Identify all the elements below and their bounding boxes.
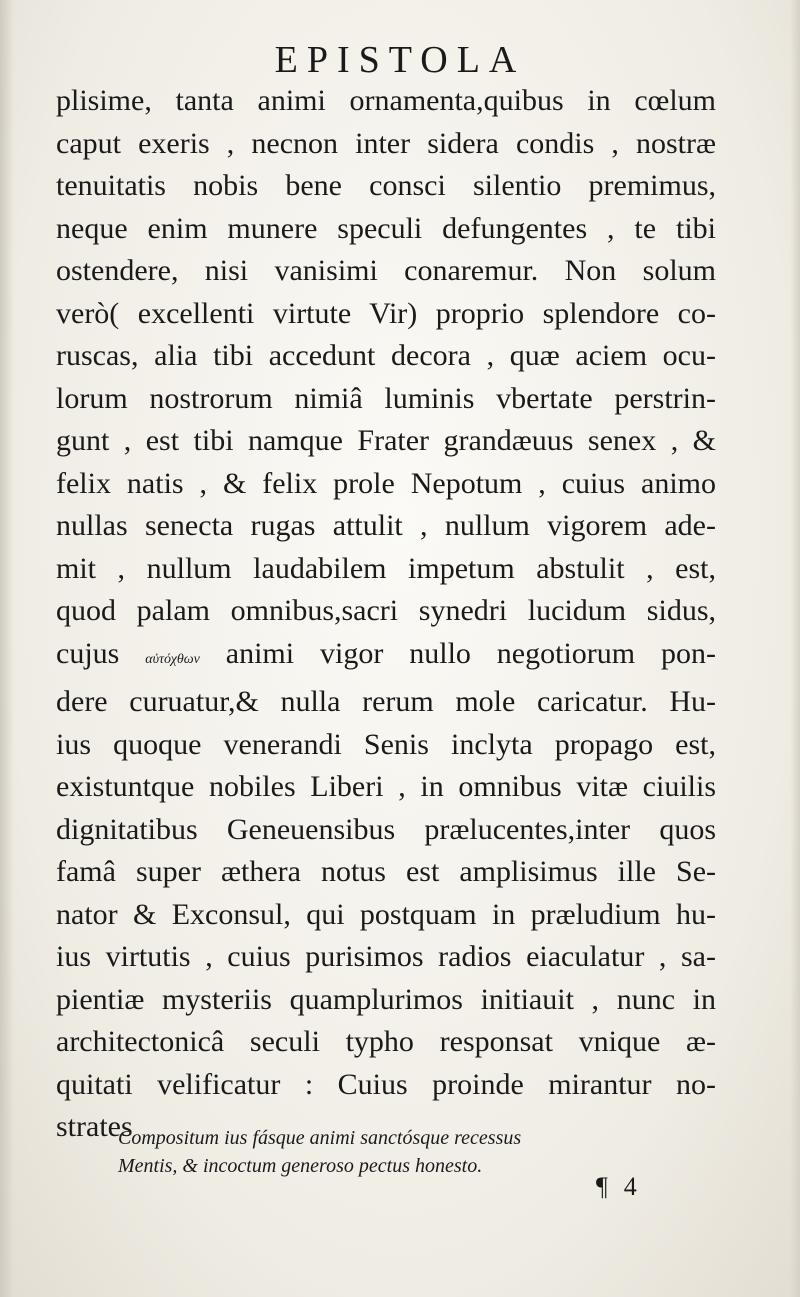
greek-word: αὐτόχθων bbox=[145, 651, 200, 667]
text-line: quod palam omnibus,sacri synedri lucidum sidus, bbox=[56, 594, 716, 627]
italic-motto bbox=[118, 1124, 578, 1180]
text-line: nullas senecta rugas attulit , nullum vigorem ade- bbox=[56, 509, 716, 542]
text-line: ius virtutis , cuius purisimos radios eiaculatur , sa- bbox=[56, 940, 716, 973]
text-line: quitati velificatur : Cuius proinde mirantur no- bbox=[56, 1067, 716, 1101]
motto-line: Mentis, & incoctum generoso pectus honesto. bbox=[118, 1155, 483, 1177]
text-line: architectonicâ seculi typho responsat vnique æ- bbox=[56, 1025, 716, 1058]
text-line: famâ super æthera notus est amplisimus ille Se- bbox=[56, 855, 716, 888]
signature-number: 4 bbox=[623, 1172, 637, 1201]
text-line: verò( excellenti virtute Vir) proprio splendore co- bbox=[56, 296, 716, 330]
text-line-with-greek bbox=[56, 633, 716, 682]
line-text-before: cujus bbox=[56, 636, 120, 670]
epistle-text bbox=[56, 80, 716, 1149]
page-heading: EPISTOLA bbox=[274, 39, 526, 81]
signature-symbol: ¶ bbox=[596, 1172, 608, 1201]
text-line: lorum nostrorum nimiâ luminis vbertate perstrin- bbox=[56, 381, 716, 415]
text-line: neque enim munere speculi defungentes , te tibi bbox=[56, 211, 716, 245]
page-edge-right bbox=[790, 0, 800, 1297]
text-line: gunt , est tibi namque Frater grandæuus senex , & bbox=[56, 424, 716, 457]
line-text-after: animi vigor nullo negotiorum pon- bbox=[225, 636, 717, 670]
text-line: strates bbox=[56, 1110, 133, 1143]
motto-line: Compositum ius fásque animi sanctósque recessus bbox=[118, 1127, 522, 1149]
text-line: ostendere, nisi vanisimi conaremur. Non solum bbox=[56, 254, 716, 287]
text-line: dere curuatur,& nulla rerum mole caricatur. Hu- bbox=[56, 685, 716, 718]
text-line: existuntque nobiles Liberi , in omnibus vitæ ciuilis bbox=[56, 770, 716, 803]
text-line: ius quoque venerandi Senis inclyta propago est, bbox=[56, 727, 716, 761]
signature-mark bbox=[596, 1172, 637, 1202]
text-line: ruscas, alia tibi accedunt decora , quæ aciem ocu- bbox=[56, 339, 716, 372]
text-line: pientiæ mysteriis quamplurimos initiauit , nunc in bbox=[56, 982, 716, 1016]
text-line: nator & Exconsul, qui postquam in præludium hu- bbox=[56, 897, 716, 931]
text-line: plisime, tanta animi ornamenta,quibus in cœlum bbox=[56, 84, 716, 117]
text-line: mit , nullum laudabilem impetum abstulit , est, bbox=[56, 551, 716, 585]
page-edge-left bbox=[0, 0, 14, 1297]
text-line: felix natis , & felix prole Nepotum , cuius animo bbox=[56, 466, 716, 500]
text-line: caput exeris , necnon inter sidera condis , nostræ bbox=[56, 126, 716, 160]
text-line: tenuitatis nobis bene consci silentio premimus, bbox=[56, 169, 716, 202]
text-line: dignitatibus Geneuensibus prælucentes,inter quos bbox=[56, 812, 716, 846]
